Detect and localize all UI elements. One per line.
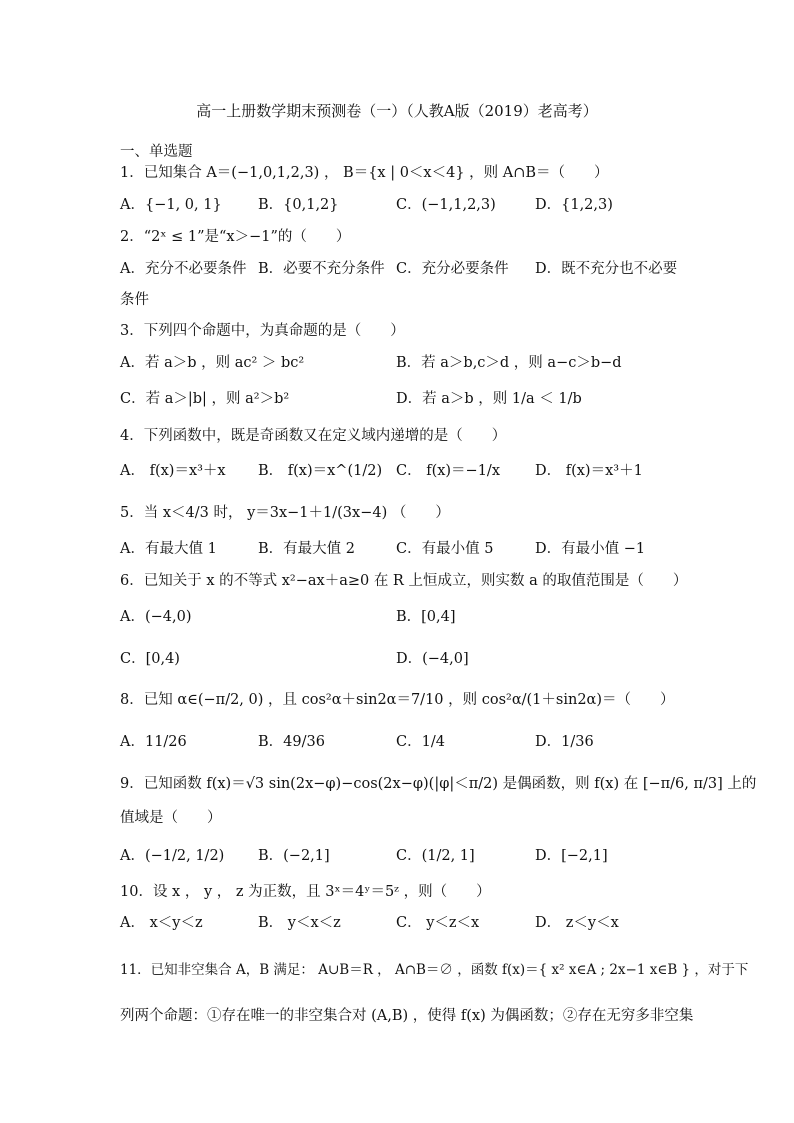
question-6-stem: 6．已知关于 x 的不等式 x²−ax＋a≥0 在 R 上恒成立，则实数 a 的取值范围是（ ） xyxy=(120,573,688,589)
q4-option-d: D． f(x)＝x³＋1 xyxy=(535,463,643,479)
q1-option-a: A．{−1, 0, 1} xyxy=(120,197,222,213)
q5-option-a: A．有最大值 1 xyxy=(120,541,217,557)
section-heading: 一、单选题 xyxy=(120,144,193,160)
q1-option-d: D．{1,2,3) xyxy=(535,197,613,213)
q4-option-a: A． f(x)＝x³＋x xyxy=(120,463,226,479)
q3-option-c: C．若 a＞|b| ，则 a²＞b² xyxy=(120,391,290,407)
q9-option-a: A．(−1/2, 1/2) xyxy=(120,848,225,864)
question-5-stem: 5．当 x＜4/3 时， y＝3x−1＋1/(3x−4) （ ） xyxy=(120,505,450,521)
q2-option-b: B．必要不充分条件 xyxy=(258,261,385,277)
q10-option-b: B． y＜x＜z xyxy=(258,915,341,931)
question-3-stem: 3．下列四个命题中，为真命题的是（ ） xyxy=(120,323,405,339)
q5-option-b: B．有最大值 2 xyxy=(258,541,355,557)
q6-option-c: C．[0,4) xyxy=(120,651,180,667)
q1-option-b: B．{0,1,2} xyxy=(258,197,339,213)
q2-option-d-wrap: 条件 xyxy=(120,292,149,308)
q5-option-c: C．有最小值 5 xyxy=(396,541,494,557)
q10-option-d: D． z＜y＜x xyxy=(535,915,619,931)
q2-option-c: C．充分必要条件 xyxy=(396,261,509,277)
question-11-stem-wrap: 列两个命题：①存在唯一的非空集合对 (A,B) ，使得 f(x) 为偶函数；②存在无穷多非空集 xyxy=(120,1008,694,1024)
q10-option-c: C． y＜z＜x xyxy=(396,915,480,931)
q6-option-b: B．[0,4] xyxy=(396,609,456,625)
q3-option-a: A．若 a＞b ，则 ac² ＞ bc² xyxy=(120,355,305,371)
q6-option-a: A．(−4,0) xyxy=(120,609,192,625)
q3-option-d: D．若 a＞b ，则 1/a ＜ 1/b xyxy=(396,391,582,407)
q5-option-d: D．有最小值 −1 xyxy=(535,541,646,557)
question-9-stem-wrap: 值域是（ ） xyxy=(120,810,222,826)
q8-option-b: B．49/36 xyxy=(258,734,325,750)
q9-option-b: B．(−2,1] xyxy=(258,848,330,864)
q8-option-d: D．1/36 xyxy=(535,734,594,750)
question-4-stem: 4．下列函数中，既是奇函数又在定义域内递增的是（ ） xyxy=(120,428,507,444)
question-10-stem: 10．设 x ， y ， z 为正数，且 3ˣ＝4ʸ＝5ᶻ ，则（ ） xyxy=(120,884,491,900)
question-11-stem: 11．已知非空集合 A，B 满足： A∪B＝R ， A∩B＝∅ ，函数 f(x)＝{ x² x∈A ; 2x−1 x∈B } ，对于下 xyxy=(120,962,749,978)
q9-option-d: D．[−2,1] xyxy=(535,848,608,864)
q4-option-b: B． f(x)＝x^(1/2) xyxy=(258,463,383,479)
q8-option-a: A．11/26 xyxy=(120,734,187,750)
q6-option-d: D．(−4,0] xyxy=(396,651,469,667)
q1-option-c: C．(−1,1,2,3) xyxy=(396,197,496,213)
q3-option-b: B．若 a＞b,c＞d ，则 a−c＞b−d xyxy=(396,355,622,371)
question-8-stem: 8．已知 α∈(−π/2, 0) ，且 cos²α＋sin2α＝7/10 ，则 cos²α/(1＋sin2α)＝（ ） xyxy=(120,692,675,708)
q2-option-a: A．充分不必要条件 xyxy=(120,261,247,277)
question-2-stem: 2．“2ˣ ≤ 1”是“x＞−1”的（ ） xyxy=(120,229,351,245)
q4-option-c: C． f(x)＝−1/x xyxy=(396,463,500,479)
page-title: 高一上册数学期末预测卷（一）（人教A版（2019）老高考） xyxy=(196,102,598,120)
q10-option-a: A． x＜y＜z xyxy=(120,915,203,931)
q9-option-c: C．(1/2, 1] xyxy=(396,848,475,864)
question-9-stem: 9．已知函数 f(x)＝√3 sin(2x−φ)−cos(2x−φ)(|φ|＜π/2) 是偶函数，则 f(x) 在 [−π/6, π/3] 上的 xyxy=(120,776,757,792)
q8-option-c: C．1/4 xyxy=(396,734,445,750)
q2-option-d: D．既不充分也不必要 xyxy=(535,261,678,277)
question-1-stem: 1．已知集合 A＝(−1,0,1,2,3) ， B＝{x | 0＜x＜4} ，则 A∩B＝（ ） xyxy=(120,165,609,181)
